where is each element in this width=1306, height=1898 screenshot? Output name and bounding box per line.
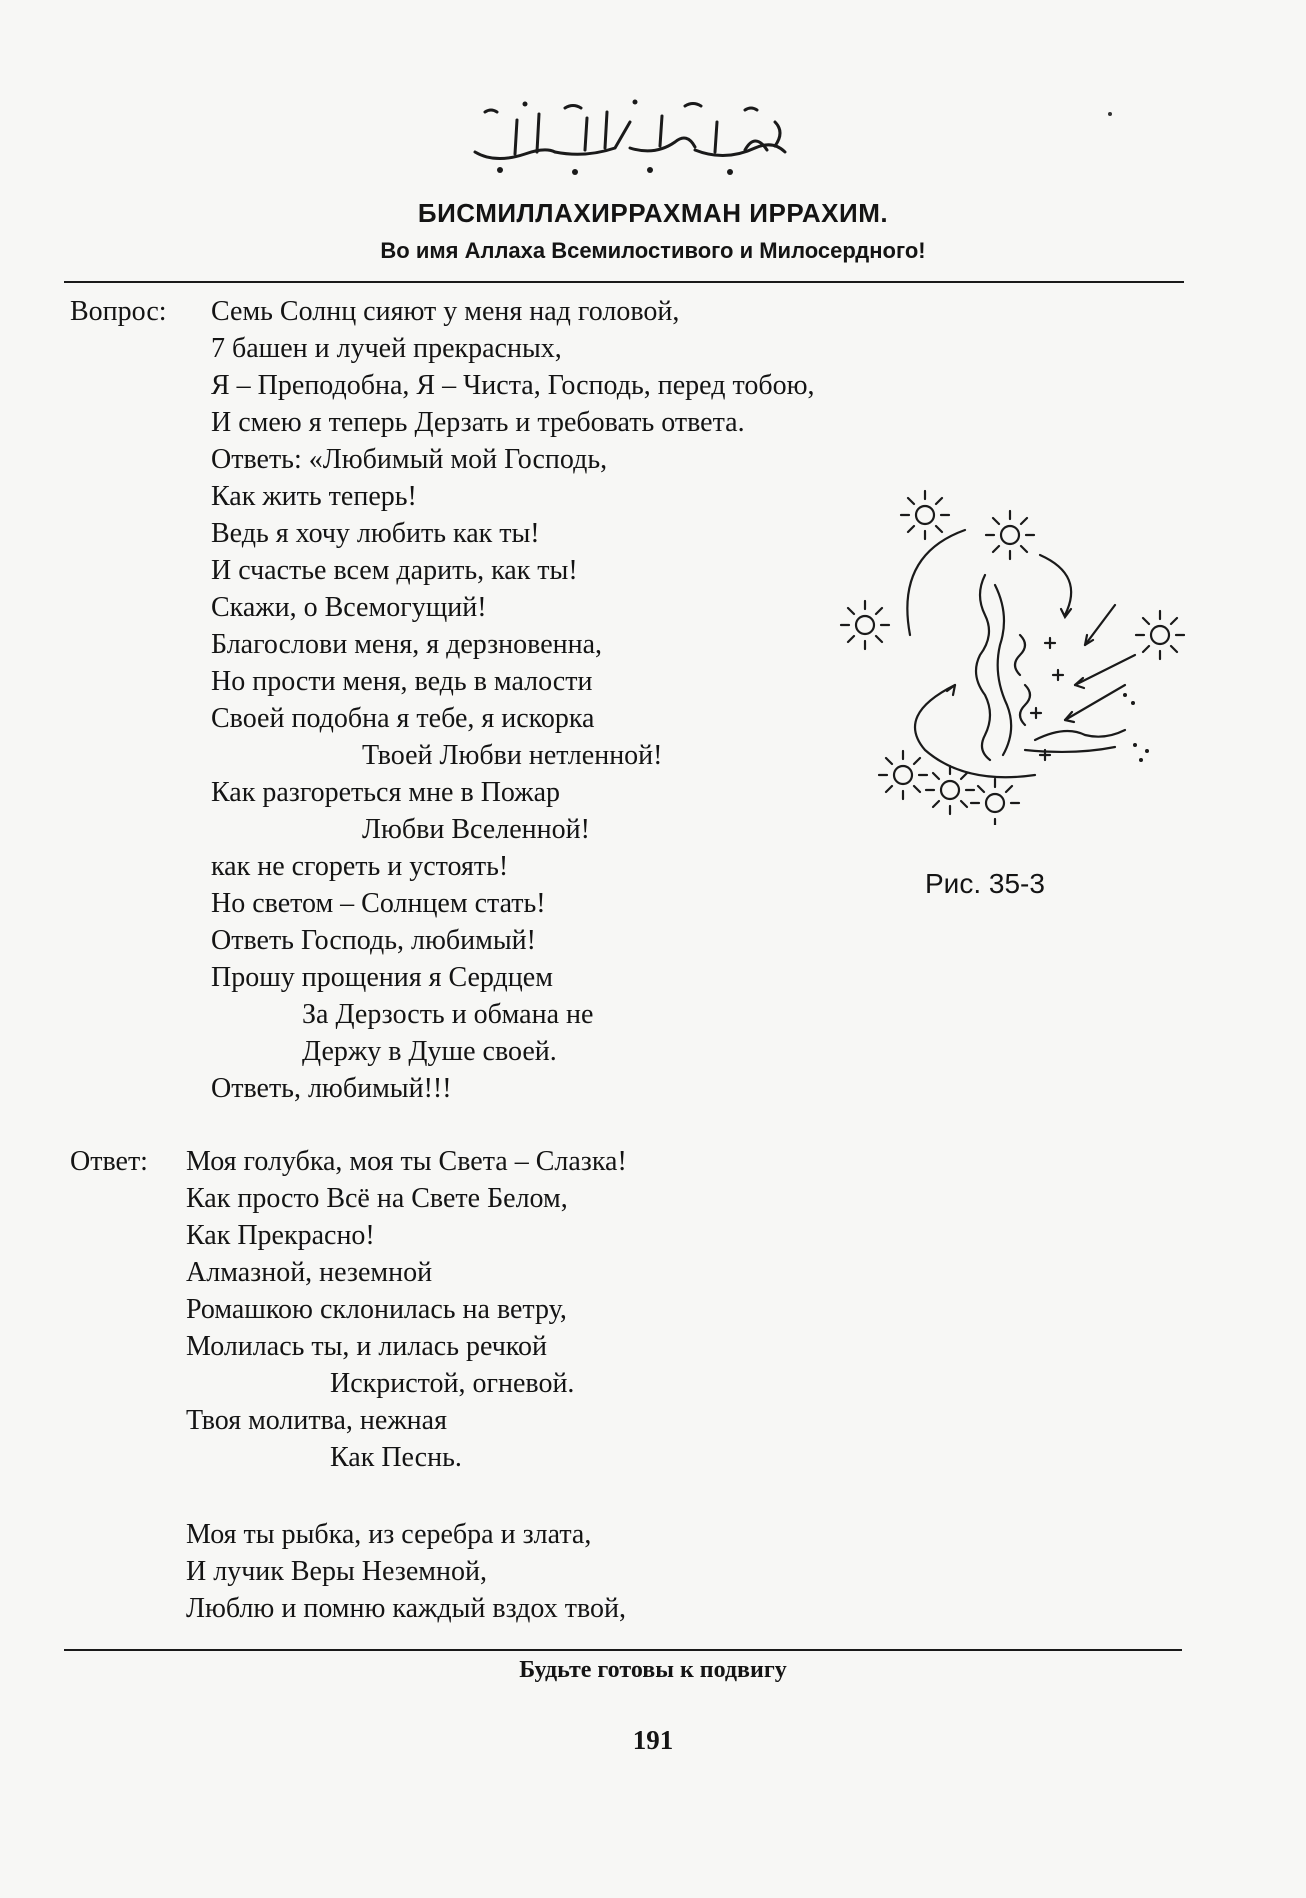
verse-line: Твоя молитва, нежная	[186, 1405, 447, 1436]
page-number: 191	[632, 1725, 674, 1755]
verse-line: Моя ты рыбка, из серебра и злата,	[186, 1519, 592, 1550]
verse-line: Твоей Любви нетленной!	[362, 740, 663, 771]
verse-line: Ромашкою склонилась на ветру,	[186, 1294, 567, 1325]
verse-line: как не сгореть и устоять!	[211, 851, 509, 882]
verse-line: Как Песнь.	[330, 1442, 462, 1473]
figure-35-3	[835, 485, 1185, 825]
verse-line: Ответь: «Любимый мой Господь,	[211, 444, 608, 475]
verse-line: Своей подобна я тебе, я искорка	[211, 703, 595, 734]
verse-line: Как Прекрасно!	[186, 1220, 375, 1251]
verse-line: Люблю и помню каждый вздох твой,	[186, 1593, 626, 1624]
figure-caption: Рис. 35-3	[925, 868, 1045, 899]
verse-line: Искристой, огневой.	[330, 1368, 575, 1399]
question-label: Вопрос:	[70, 296, 167, 327]
verse-line: Как разгореться мне в Пожар	[211, 777, 561, 808]
answer-label: Ответ:	[70, 1146, 148, 1177]
verse-line: Любви Вселенной!	[362, 814, 590, 845]
footer-divider	[64, 1649, 1182, 1651]
verse-line: Держу в Душе своей.	[302, 1036, 557, 1067]
bismillah-calligraphy	[455, 92, 815, 182]
verse-line: Семь Солнц сияют у меня над головой,	[211, 296, 680, 327]
verse-line: Ведь я хочу любить как ты!	[211, 518, 540, 549]
speck	[1108, 112, 1112, 116]
verse-line: Моя голубка, моя ты Света – Слазка!	[186, 1146, 627, 1177]
verse-line: И смею я теперь Дерзать и требовать ответа.	[211, 407, 745, 438]
verse-line: Алмазной, неземной	[186, 1257, 433, 1288]
verse-line: Скажи, о Всемогущий!	[211, 592, 487, 623]
verse-line: Но прости меня, ведь в малости	[211, 666, 593, 697]
sun-icon	[901, 491, 949, 539]
verse-line: Но светом – Солнцем стать!	[211, 888, 546, 919]
verse-line: За Дерзость и обмана не	[302, 999, 594, 1030]
verse-line: И счастье всем дарить, как ты!	[211, 555, 578, 586]
footer-text: Будьте готовы к подвигу	[519, 1657, 787, 1683]
verse-line: Как просто Всё на Свете Белом,	[186, 1183, 568, 1214]
verse-line: 7 башен и лучей прекрасных,	[211, 333, 562, 364]
header-divider	[64, 281, 1184, 283]
verse-line: Я – Преподобна, Я – Чиста, Господь, перед тобою,	[211, 370, 815, 401]
verse-line: Ответь, любимый!!!	[211, 1073, 452, 1104]
page-subtitle: Во имя Аллаха Всемилостивого и Милосердного!	[380, 238, 926, 263]
verse-line: Как жить теперь!	[211, 481, 417, 512]
verse-line: И лучик Веры Неземной,	[186, 1556, 487, 1587]
verse-line: Благослови меня, я дерзновенна,	[211, 629, 603, 660]
verse-line: Молилась ты, и лилась речкой	[186, 1331, 547, 1362]
page-title: БИСМИЛЛАХИРРАХМАН ИРРАХИМ.	[417, 198, 889, 228]
verse-line: Ответь Господь, любимый!	[211, 925, 536, 956]
verse-line: Прошу прощения я Сердцем	[211, 962, 553, 993]
